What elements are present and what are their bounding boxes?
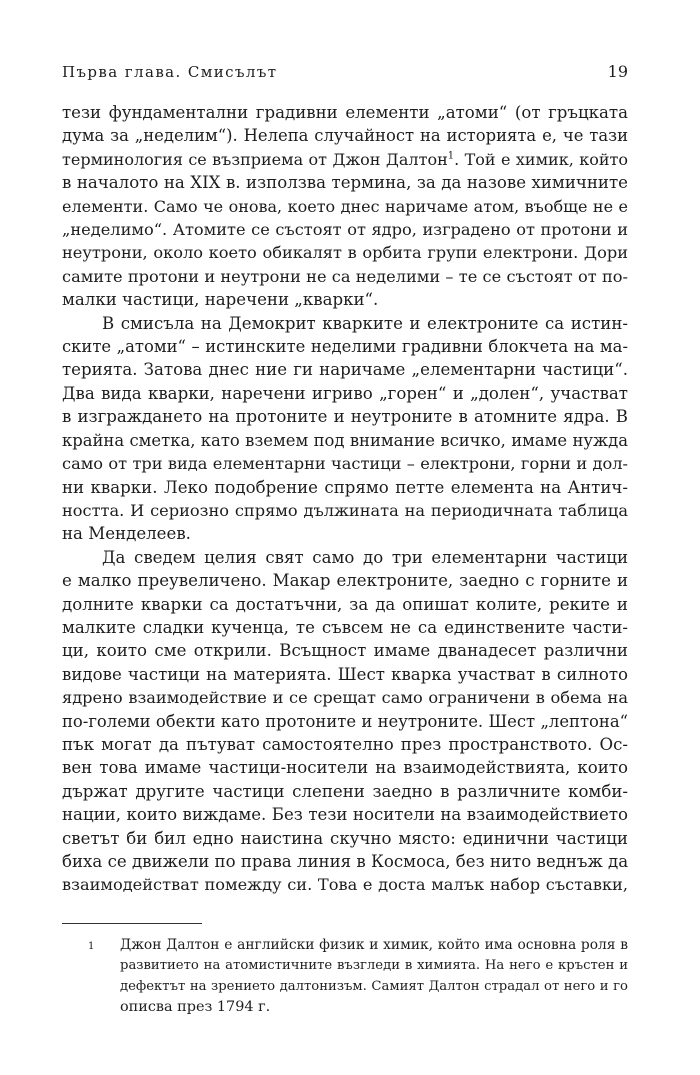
text-run: терминология се възприема от Джон Далтон	[62, 149, 448, 169]
paragraph-2	[62, 312, 628, 546]
text-line: долните кварки са достатъчни, за да опишат колите, реките и	[62, 594, 628, 614]
text-line: светът би бил едно наистина скучно място: единични частици	[62, 828, 628, 848]
running-header	[62, 62, 628, 81]
text-line: неутрони, около което обикалят в орбита групи електрони. Дори	[62, 243, 628, 263]
text-line: в началото на XIX в. използва термина, за да назове химичните	[62, 173, 628, 193]
text-line: малки частици, наречени „кварки“.	[62, 290, 379, 310]
footnote-reference[interactable]: 1	[447, 150, 455, 162]
text-line: В смисъла на Демокрит кварките и електроните са истин-	[102, 313, 628, 333]
text-line: държат другите частици слепени заедно в различните комби-	[62, 781, 628, 801]
text-line: тези фундаментални градивни елементи „атоми“ (от гръцката	[62, 103, 628, 122]
text-line: дума за „неделим“). Нелепа случайност на историята е, че тази	[62, 126, 628, 146]
text-line: терията. Затова днес ние ги наричаме „елементарни частици“.	[62, 360, 628, 380]
footnote-line: дефектът на зрението далтонизъм. Самият Далтон страдал от него и го	[120, 978, 628, 994]
text-line: само от три вида елементарни частици – електрони, горни и дол-	[62, 454, 628, 474]
text-line: биха се движели по права линия в Космоса, без нито веднъж да	[62, 852, 629, 871]
text-line: ските „атоми“ – истинските неделими градивни блокчета на ма-	[62, 337, 628, 357]
text-line: пък могат да пътуват самостоятелно през пространството. Ос-	[62, 734, 628, 754]
main-text	[62, 101, 628, 897]
text-line: елементи. Само че онова, което днес наричаме атом, въобще не е	[62, 196, 628, 216]
footnote-line: развитието на атомистичните възгледи в химията. На него е кръстен и	[120, 957, 628, 973]
text-line: ядрено взаимодействие и се срещат само ограничени в обема на	[62, 688, 628, 708]
text-line: нации, които виждаме. Без тези носители на взаимодействието	[62, 805, 628, 825]
text-line: в изграждането на протоните и неутроните в атомните ядра. В	[62, 407, 628, 427]
text-line: малките сладки кученца, те съвсем не са единствените части-	[62, 617, 628, 637]
text-line: крайна сметка, като вземем под внимание всичко, имаме нужда	[62, 430, 628, 450]
text-line: ци, които сме открили. Всъщност имаме дванадесет различни	[62, 641, 628, 661]
footnote-line: Джон Далтон е английски физик и химик, който има основна роля в	[120, 937, 628, 953]
text-line: вен това имаме частици-носители на взаимодействията, които	[62, 758, 628, 778]
paragraph-3	[62, 546, 628, 897]
text-line: видове частици на материята. Шест кварка участват в силното	[62, 664, 628, 684]
text-line: „неделимо“. Атомите се състоят от ядро, изградено от протони и	[62, 220, 628, 240]
running-title: Първа глава. Смисълът	[62, 63, 278, 81]
text-line: ни кварки. Леко подобрение спрямо петте елемента на Антич-	[62, 477, 628, 497]
footnote-marker: 1	[88, 941, 95, 952]
text-line: Да сведем целия свят само до три елементарни частици	[102, 547, 628, 567]
text-line: ността. И сериозно спрямо дължината на периодичната таблица	[62, 500, 628, 520]
text-line: на Менделеев.	[62, 524, 191, 544]
text-line: по-големи обекти като протоните и неутроните. Шест „лептона“	[62, 711, 628, 731]
page-number: 19	[607, 62, 628, 81]
footnote-text	[120, 935, 628, 1018]
paragraph-1	[62, 101, 628, 312]
footnote-divider	[62, 923, 202, 924]
text-run: . Той е химик, който	[454, 149, 628, 169]
text-line: самите протони и неутрони не са неделими – те се състоят от по-	[62, 266, 628, 286]
text-line: е малко преувеличено. Макар електроните, заедно с горните и	[62, 571, 628, 591]
text-line: Два вида кварки, наречени игриво „горен“ и „долен“, участват	[62, 383, 628, 403]
text-line-with-footnote-ref	[62, 148, 628, 171]
text-line: взаимодействат помежду си. Това е доста малък набор съставки,	[62, 875, 628, 895]
footnote-line: описва през 1794 г.	[120, 999, 271, 1016]
